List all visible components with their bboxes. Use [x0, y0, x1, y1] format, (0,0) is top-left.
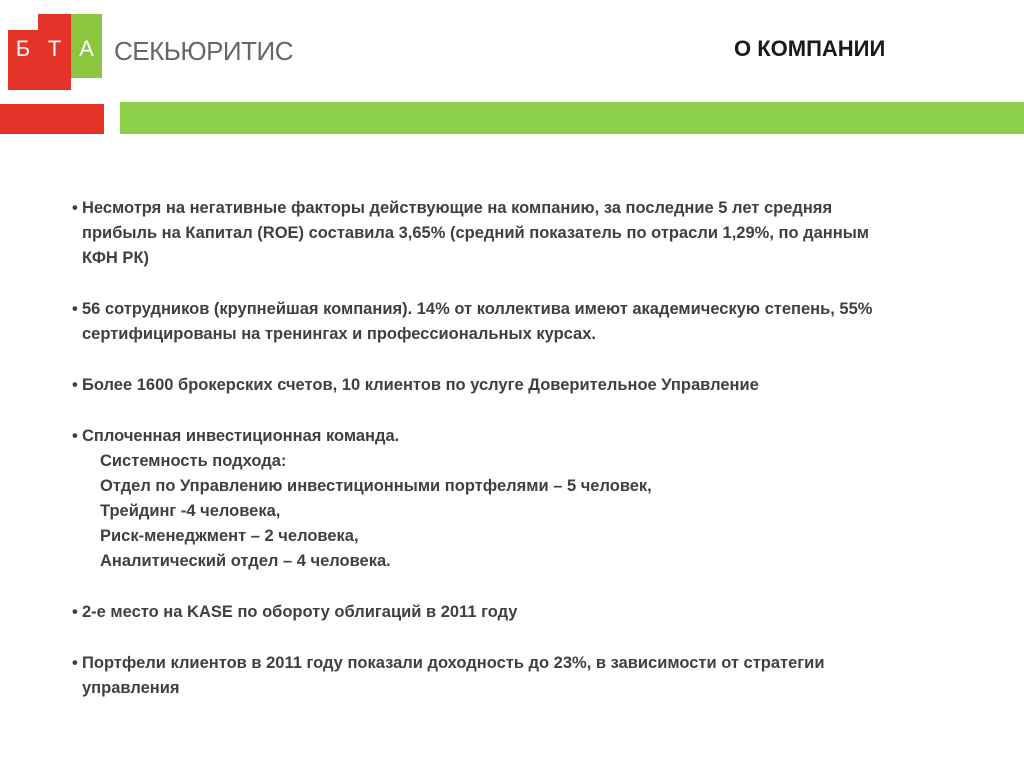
bullet-dot: •	[72, 199, 78, 217]
header-bar-green	[120, 102, 1024, 134]
content-body	[72, 196, 1002, 701]
bullet-line: Несмотря на негативные факторы действующие на компанию, за последние 5 лет средняя	[82, 199, 833, 217]
bullet-line: Более 1600 брокерских счетов, 10 клиентов по услуге Доверительное Управление	[82, 376, 759, 394]
bullet-line: 56 сотрудников (крупнейшая компания). 14% от коллектива имеют академическую степень, 55%	[82, 300, 873, 318]
bullet-line: КФН РК)	[82, 249, 150, 267]
bullet-line: управления	[82, 679, 180, 697]
bullet-line: 2-е место на KASE по обороту облигаций в 2011 году	[82, 603, 518, 621]
bullet-line: сертифицированы на тренингах и профессиональных курсах.	[82, 325, 596, 343]
team-sub-line: Системность подхода:	[100, 452, 287, 470]
team-sub-line: Риск-менеджмент – 2 человека,	[100, 527, 359, 545]
bullet-dot: •	[72, 376, 78, 394]
header-bar-red	[0, 104, 104, 134]
bullet-item-team	[72, 424, 1002, 574]
bullet-line: Сплоченная инвестиционная команда.	[82, 427, 400, 445]
bullet-item-roe	[72, 196, 1002, 271]
bullet-item-kase	[72, 600, 1002, 625]
bullet-dot: •	[72, 300, 78, 318]
brand-name: СЕКЬЮРИТИС	[114, 36, 293, 66]
bullet-item-employees	[72, 297, 1002, 347]
team-sub-line: Аналитический отдел – 4 человека.	[100, 552, 391, 570]
page-title: О КОМПАНИИ	[734, 36, 886, 61]
team-sub-line: Трейдинг -4 человека,	[100, 502, 281, 520]
bullet-line: прибыль на Капитал (ROE) составила 3,65% (средний показатель по отрасли 1,29%, по данным	[82, 224, 870, 242]
bullet-dot: •	[72, 427, 78, 445]
bullet-dot: •	[72, 654, 78, 672]
team-sub-line: Отдел по Управлению инвестиционными портфелями – 5 человек,	[100, 477, 652, 495]
logo-letter-b: Б	[8, 30, 38, 68]
bullet-line: Портфели клиентов в 2011 году показали доходность до 23%, в зависимости от стратегии	[82, 654, 825, 672]
company-logo	[0, 0, 110, 95]
bullet-item-portfolio	[72, 651, 1002, 701]
bullet-dot: •	[72, 603, 78, 621]
logo-letter-t: Т	[38, 30, 71, 68]
logo-letter-a: А	[79, 36, 94, 61]
bullet-item-accounts	[72, 373, 1002, 398]
